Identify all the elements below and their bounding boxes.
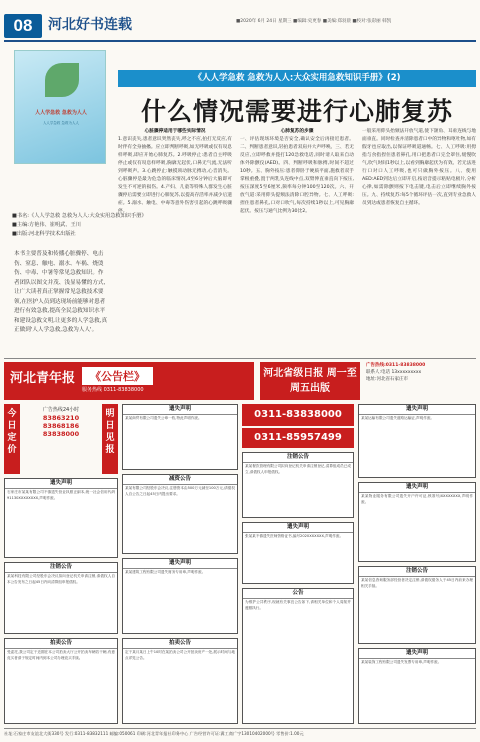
notice-box xyxy=(4,562,118,634)
notice-title: 遗失声明 xyxy=(123,405,237,415)
book-intro: 本书主要普及和传播心脏骤停、电击伤、窒息、触电、溺水、车祸、烧烫伤、中毒、中暑等常见急救知识。作者团队以图文并茂、浅显易懂的方式,让广大读者真正掌握常见急救技术要领,在医护人员到达现场前能够对患者进行有效急救,提高全民急救知识水平和建设急救文明,让更多的人学急救,真正做到'人人学急救,急救为人人'。 xyxy=(14,251,108,333)
notice-title: 遗失声明 xyxy=(123,559,237,569)
hotline-number: 83868186 xyxy=(42,422,80,430)
today-price-tab: 今日定价 xyxy=(4,404,20,474)
column-heading: 心脏骤停适用于哪些实际情况 xyxy=(144,129,206,134)
notice-body: 某某建筑工程有限公司遗失财务专用章,声明作废。 xyxy=(125,570,206,574)
cover-subtitle: 人人学急救 急救为人人 xyxy=(42,121,80,125)
notice-box xyxy=(358,482,476,562)
notice-title: 拍卖公告 xyxy=(5,639,117,649)
notice-body: 某某信息咨询服务部经营者决定注销,请债权债务人于45日内前来办理相关手续。 xyxy=(361,578,473,588)
notice-box xyxy=(242,588,354,724)
notice-box xyxy=(122,474,238,554)
notice-title: 遗失声明 xyxy=(359,649,475,659)
column-heading: 心肺复苏的步骤 xyxy=(280,129,314,134)
article-column-1 xyxy=(118,128,232,216)
notice-title: 注销公告 xyxy=(5,563,117,573)
hotline-red-bar: 0311-85957499 xyxy=(242,428,354,448)
notice-body: 某某餐饮管理有限公司拟向登记机关申请注销登记,清算组成员已成立,请债权人申报债权。 xyxy=(245,464,351,474)
contact-line: 联系人:电话 13xxxxxxxxx xyxy=(366,370,422,375)
book-info xyxy=(12,212,147,239)
hotline-red-bar: 0311-83838000 xyxy=(242,404,354,426)
column-text: 1.意识丧失,患者意识突然丧失,呼之不应,拍打无反应,有时伴有全身抽搐。应立即判断呼吸,如无呼吸或仅有叹息样呼吸,即应开始心肺复苏。2.呼吸停止:患者自主呼吸停止或仅有叹息样呼吸,胸廓无起伏,口鼻无气流,无法听到呼吸声。3.心跳停止:触摸颈动脉无搏动,心音消失。心脏骤停是最为危急的临床情况,4至6分钟后大脑即可发生不可逆的损伤。4.产妇、儿童等特殊人群发生心脏骤停后需要立即进行心肺复苏,以提高存活率并减少后遗症。5.溺水、触电、中毒等意外伤害引起的心跳呼吸骤停。 xyxy=(118,137,232,214)
notice-box xyxy=(122,558,238,634)
notice-box xyxy=(122,404,238,470)
section-title: 河北好书连载 xyxy=(48,17,132,33)
notice-body: 某某装饰工程有限公司遗失发票专用章,声明作废。 xyxy=(361,660,442,664)
notice-box xyxy=(242,452,354,518)
notice-title: 注销公告 xyxy=(243,453,353,463)
ad-header-band xyxy=(4,362,476,402)
notice-body: 石家庄市某某有限公司不慎遗失营业执照正副本,统一社会信用代码91130XXXXXXXX,声明作废。 xyxy=(7,490,115,500)
notice-box xyxy=(4,478,118,558)
gonggao-title: 《公告栏》 xyxy=(82,367,153,385)
notice-body: 为维护公共秩序,现就有关事宜公告如下,请相关单位和个人周知并遵照执行。 xyxy=(245,600,351,610)
notice-title: 注销公告 xyxy=(359,567,475,577)
hotline-box xyxy=(22,406,100,438)
notice-title: 遗失声明 xyxy=(359,483,475,493)
article-banner: 《人人学急救 急救为人人:大众实用急救知识手册》(2) xyxy=(118,70,476,87)
daily-banner: 河北省级日报 周一至周五出版 xyxy=(260,362,360,400)
notice-body: 某某有限公司经股东会决议,注册资本由500万元减至100万元,请债权人自公告之日起45日内提出要求。 xyxy=(125,486,235,496)
contact-line: 广告热线:0311-83838000 xyxy=(366,363,426,368)
column-text: 一、评估现场环境是否安全,确认安全后再接近患者。二、判断患者意识,轻拍患者双肩并大声呼唤。三、若无反应,立即呼救并拨打120急救电话,同时请人取来自动体外除颤仪(AED)。四、判断呼吸和脉搏,时间不超过10秒。五、胸外按压:患者仰卧于硬质平面,施救者双手掌根重叠,置于两乳头连线中点,双臂伸直垂直向下按压,按压深度5至6厘米,频率每分钟100至120次。六、开放气道:采用仰头提颏法清除口腔异物。七、人工呼吸:捏住患者鼻孔,口对口吹气,每次持续1秒以上,可见胸廓起伏。按压与通气比例为30比2。 xyxy=(240,137,354,214)
notice-box xyxy=(358,566,476,644)
notice-title: 公告 xyxy=(243,589,353,599)
notice-body: 张某某不慎遗失医师资格证书,编号2020XXXXXX,声明作废。 xyxy=(245,534,344,538)
left-ad-column xyxy=(4,404,118,724)
contact-box xyxy=(364,362,476,400)
notice-body: 定于某月某日上午10时在某拍卖公司公开拍卖房产一处,展示时间与地点详见公告。 xyxy=(125,650,235,660)
notice-title: 减资公告 xyxy=(123,475,237,485)
notice-box xyxy=(242,522,354,584)
column-text: 一般采用仰头抬颏法开放气道,使下颌角、耳垂连线与地面垂直。同时检查并清除患者口中的异物和呕吐物,如有假牙也应取出,以保证呼吸道通畅。七、人工呼吸:用拇指与食指捏住患者鼻孔,用口把患者口完全罩住,缓慢吹气,吹气时间1秒以上,以看到胸廓起伏为有效。若无法进行口对口人工呼吸,也可只做胸外按压。八、使用AED:AED到达后立即开启,按语音提示粘贴电极片,分析心律,如需除颤则按下电击键,电击后立即继续胸外按压。九、持续复苏:每5个循环评估一次,直到专业急救人员到达或患者恢复自主循环。 xyxy=(362,129,476,206)
notice-title: 遗失声明 xyxy=(359,405,475,415)
notice-title: 遗失声明 xyxy=(243,523,353,533)
notice-body: 某某商贸有限公司遗失公章一枚,特此声明作废。 xyxy=(125,416,202,420)
page-header xyxy=(0,0,480,40)
article-headline: 什么情况需要进行心肺复苏 xyxy=(140,97,453,126)
notice-box xyxy=(4,638,118,724)
page-footer: 社址:石家庄市友谊北大街330号 发行:0311-83832111 邮编:050061 印刷:河北青年报社印务中心 广告经营许可证:冀工商广字13010402000号 零售价:1.00元 xyxy=(4,728,476,737)
notice-box xyxy=(358,648,476,724)
paper-logo: 河北青年报 xyxy=(10,371,76,386)
hotline-title: 广告热线24小时 xyxy=(42,407,80,413)
notice-title: 拍卖公告 xyxy=(123,639,237,649)
hotline-number: 83838000 xyxy=(42,430,80,438)
book-editor-line: ■主编:方艳伟、崔明武、王川 xyxy=(12,222,81,228)
notice-body: 某某运输有限公司遗失道路运输证,声明作废。 xyxy=(361,416,435,420)
notice-body: 某某物业服务有限公司遗失开户许可证,核准号JXXXXXXXX,声明作废。 xyxy=(361,494,473,504)
book-cover xyxy=(14,50,106,164)
book-title-line: ■书名:《人人学急救 急救为人人:大众实用急救知识手册》 xyxy=(12,213,147,219)
book-publisher-line: ■出版:河北科学技术出版社 xyxy=(12,231,76,237)
leaf-icon xyxy=(45,63,79,97)
notice-box xyxy=(122,638,238,724)
article-column-3 xyxy=(362,128,476,208)
tomorrow-tab: 明日见报 xyxy=(102,404,118,474)
notice-body: 某某科技有限公司经股东会决议拟向登记机关申请注销,请债权人自本公告发布之日起45日内向清算组申报债权。 xyxy=(7,574,115,584)
notice-body: 受委托,我公司定于近期在本公司拍卖大厅公开拍卖车辆若干辆,有意竞买者请于规定时间内到本公司办理竞买手续。 xyxy=(7,650,115,660)
hotline-subtitle: 服务热线 0311-83838000 xyxy=(82,387,144,393)
article-column-2 xyxy=(240,128,354,216)
page-number: 08 xyxy=(4,14,42,38)
section-divider xyxy=(4,358,476,359)
cover-title: 人人学急救 急救为人人 xyxy=(35,110,87,116)
hotline-number: 83863210 xyxy=(42,414,80,422)
contact-line: 地址:河北省石家庄市 xyxy=(366,377,409,382)
notice-title: 遗失声明 xyxy=(5,479,117,489)
header-rule xyxy=(4,40,476,42)
notice-board-logo xyxy=(4,362,254,400)
issue-meta: ■2020年 6月 24日 星期三 ■编辑:史更春 ■美编:郑羽晨 ■校对:张彩丽 韩凯 xyxy=(236,19,392,24)
notice-box xyxy=(358,404,476,478)
